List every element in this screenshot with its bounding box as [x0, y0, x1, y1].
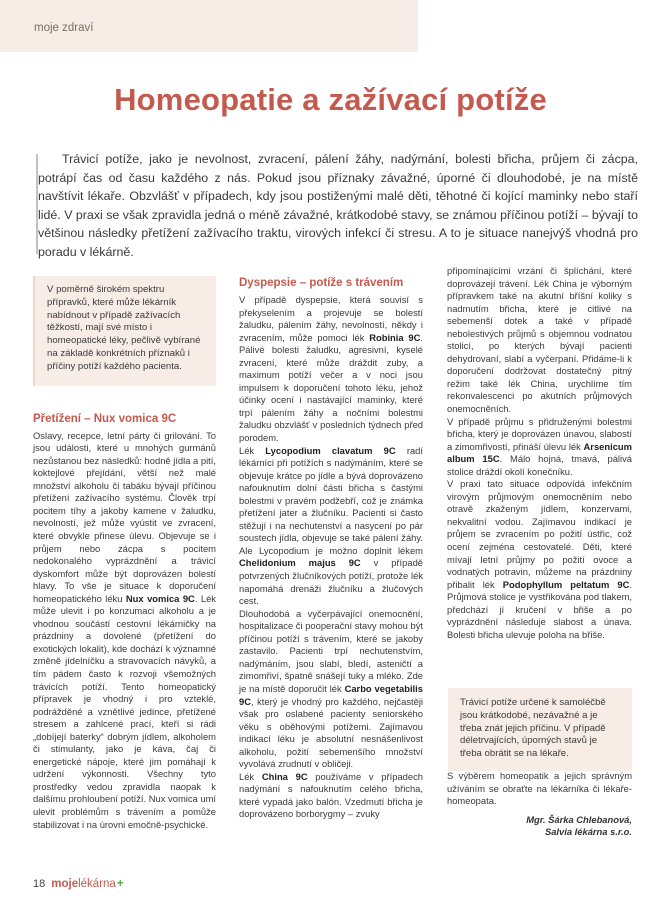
remedy-name: Podophyllum peltatum 9C — [502, 578, 630, 590]
logo-text-lekarna: lékárna — [78, 878, 116, 890]
page-number: 18 — [33, 878, 46, 890]
text-run: . Pálivé bolesti žaludku, agresivní, kyselé zvracení, které může dráždit zuby, a maximum potíží večer a v noci jsou impulsem k doporučení tohoto léku, jehož účinky ocení i nastávající maminky, které trpí pálením žáhy a nočními bolestmi žaludku obzvlášť v posledních týdnech před porodem. — [239, 331, 423, 444]
text-run: . Málo hojná, tmavá, pálivá stolice dráždí okolí konečníku. — [447, 453, 632, 477]
section-tab — [0, 0, 418, 52]
paragraph-carbo — [239, 608, 423, 771]
paragraph-nux-vomica — [33, 430, 216, 832]
remedy-name: China 9C — [261, 770, 308, 782]
text-run: Lék — [239, 770, 262, 782]
page-footer — [33, 878, 124, 890]
text-run: radí lékárníci při potížích s nadýmáním, které se objevuje krátce po jídle a bývá doprovázeno nafouknutím dolní části břicha s častými bolestmi v pravém podžebří, což je známka přetížení jater a žlučníku. Pacienti si často stěžují i na nechutenství a nasycení po pár soustech jídla, objevuje se také pálení žáhy. Ale Lycopodium je možno doplnit lékem — [239, 444, 423, 556]
text-run: V případě dyspepsie, která souvisí s překyselením a projevuje se bolestí žaludku, pálením žáhy, nevolností, někdy i zvracením, může pomoci lék — [239, 294, 423, 343]
column-2 — [239, 276, 423, 821]
paragraph-robinia — [239, 294, 423, 445]
plus-icon: + — [116, 878, 124, 890]
paragraph-china — [239, 771, 423, 821]
text-run: Oslavy, recepce, letní párty či grilování. To jsou události, které u mnohých gurmánů nezůstanou bez následků: hodně jídla a pití, koktejlové přejídání, větší než malé množství alkoholu či tabáku bývají příčinou přetížení zažívacího systému. Člověk trpí pocitem tíhy a jakoby kamene v žaludku, nevolností, jež může vyústit ve zvracení, které obvykle přinese úlevu. Objevuje se i průjem nebo zácpa s pocitem nedokonalého vyprázdnění a trávicí dyskomfort může být doprovázen bolestí hlavy. To vše je situace k doporučení homeopatického léku — [33, 429, 216, 604]
info-box-warning: Trávicí potíže určené k samoléčbě jsou krátkodobé, nezávažné a je třeba znát jejich příčinu. V případě déletrvajících, úporných stavů je třeba obrátit se na lékaře. — [448, 688, 632, 771]
remedy-name: Nux vomica 9C — [125, 592, 195, 604]
remedy-name: Carbo vegetabilis 9C — [239, 682, 423, 707]
magazine-logo — [51, 878, 123, 890]
remedy-name: Lycopodium clavatum 9C — [265, 444, 396, 456]
remedy-name: Arsenicum album 15C — [447, 440, 632, 465]
text-run: . Lék může ulevit i po konzumaci alkoholu a je vhodnou součástí cestovní lékárničky na prázdniny a dovolené (přetížení do exotických lokalit), kde dochází k významné změně jídelníčku a stravovacích návyků, a tím pádem často k rozvoji všemožných trávicích potíží. Tento homeopatický přípravek je vhodný i pro vzteklé, podrážděné a vznětlivé jedince, přetížené stresem a zahlcené prací, kteří si rádi „dobíjejí baterky“ dobrým jídlem, alkoholem či stimulanty, jako je káva, čaj či energetické nápoje, které jim pomáhají k udržení výkonnosti. Všechny tyto prostředky vedou zpravidla naopak k dalšímu prohloubení potíží. Nux vomica umí ulevit problémům s trávením a pomůže stabilizovat i na úrovni emočně-psychické. — [33, 592, 216, 830]
info-box-intro: V poměrně širokém spektru přípravků, které může lékárník nabídnout v případě zažívacích těžkostí, mají své místo i homeopatické léky, pečlivě vybírané na základě konkrétních příznaků i příčiny potíží každého pacienta. — [33, 276, 216, 386]
text-run: Lék — [239, 444, 266, 456]
column-3 — [447, 265, 632, 641]
section-label: moje zdraví — [34, 22, 94, 34]
section-heading-dyspepsie: Dyspepsie – potíže s trávením — [239, 277, 404, 289]
section-heading-nux-vomica: Přetížení – Nux vomica 9C — [33, 412, 177, 425]
closing-paragraph: S výběrem homeopatik a jejich správným užíváním se obraťte na lékárníka či lékaře-homeopata. — [447, 770, 632, 807]
text-run: , který je vhodný pro každého, nejčastěji však pro oslabené pacienty seniorského věku s oběhovými potížemi. Zajímavou indikací léku je absolutní nesnášenlivost alkoholu, požití sebemenšího množství vyvolává zrudnutí v obličeji. — [239, 695, 423, 770]
paragraph-lycopodium — [239, 445, 423, 608]
paragraph-arsenicum — [447, 416, 632, 479]
text-run: Dlouhodobá a vyčerpávající onemocnění, hospitalizace či pooperační stavy mohou být příčinou potíží s trávením, které se jakoby zastavilo. Pacienti trpí nechutenstvím, nadýmáním, jsou slabí, bledí, asteničtí a zimomřiví, špatně snášejí tuky a mléko. Zde je na místě doporučit lék — [239, 607, 423, 694]
text-run: V praxi tato situace odpovídá infekčním virovým průjmovým onemocněním nebo otravě zkaženým jídlem, konzervami, nekvalitní vodou. Zajímavou indikací je průjem se zvracením po požití ústřic, což ocení zejména cestovatelé. Děti, které mívají letní průjmy po požití ovoce a vodnatých potravin, můžeme na prázdniny přibalit lék — [447, 478, 632, 590]
article-title: Homeopatie a zažívací potíže — [114, 82, 547, 117]
paragraph-podophyllum — [447, 478, 632, 641]
remedy-name: Chelidonium majus 9C — [239, 557, 361, 569]
author-name: Mgr. Šárka Chlebanová, — [526, 813, 632, 825]
column-1 — [33, 276, 216, 831]
lead-paragraph: Trávicí potíže, jako je nevolnost, zvracení, pálení žáhy, nadýmání, bolesti břicha, průjem či zácpa, potrápí čas od času každého z nás. Pokud jsou příznaky závažné, úporné či dlouhodobé, je na místě navštívit lékaře. Obzvlášť v případech, kdy jsou postiženými malé děti, těhotné či kojící maminky nebo staří lidé. V praxi se však zpravidla jedná o méně závažné, krátkodobé stavy, se známou příčinou potíží – bývají to většinou následky přetížení zažívacího traktu, virových infekcí či stresu. A to je situace nanejvýš vhodná pro poradu v lékárně. — [38, 152, 638, 259]
author-affiliation: Salvia lékárna s.r.o. — [544, 826, 632, 838]
text-run: v případě potvrzených žlučníkových potíží, protože lék napomáhá drenáži žlučníku a žlučových cest. — [239, 557, 423, 607]
text-run: používáme v případech nadýmání s nafouknutím celého břicha, které vypadá jako balón. Vzedmutí břicha je doprovázeno borborygmy – zvuky — [239, 770, 423, 820]
closing-block — [447, 770, 632, 839]
text-run: V případě průjmu s přidruženými bolestmi břicha, který je doprovázen únavou, slabostí a zimomřivostí, přináší úlevu lék — [447, 415, 632, 452]
remedy-name: Robinia 9C — [369, 331, 421, 343]
paragraph-china-cont: připomínajícími vrzání či šplíchání, které doprovázejí trávení. Lék China je výborným přípravkem také na akutní bříšní koliky s nadmutím břicha, které je citlivé na sebemenší dotek a také v případě nebolestivých průjmů s objemnou vodnatou stolicí, po kterých bývají pacienti dehydrovaní, slabí a vyčerpaní. Přidáme-li k doporučení dodržovat dostatečný pitný režim také lék China, urychlíme tím rekonvalescenci po akutních průjmových onemocněních. — [447, 265, 632, 415]
text-run: . Průjmová stolice je vystřikována pod tlakem, předchází jí kručení v břiše a po vyprázdnění následuje slabost a únava. Bolesti břicha ulevuje poloha na břiše. — [447, 578, 632, 640]
logo-text-moje: moje — [51, 878, 79, 890]
